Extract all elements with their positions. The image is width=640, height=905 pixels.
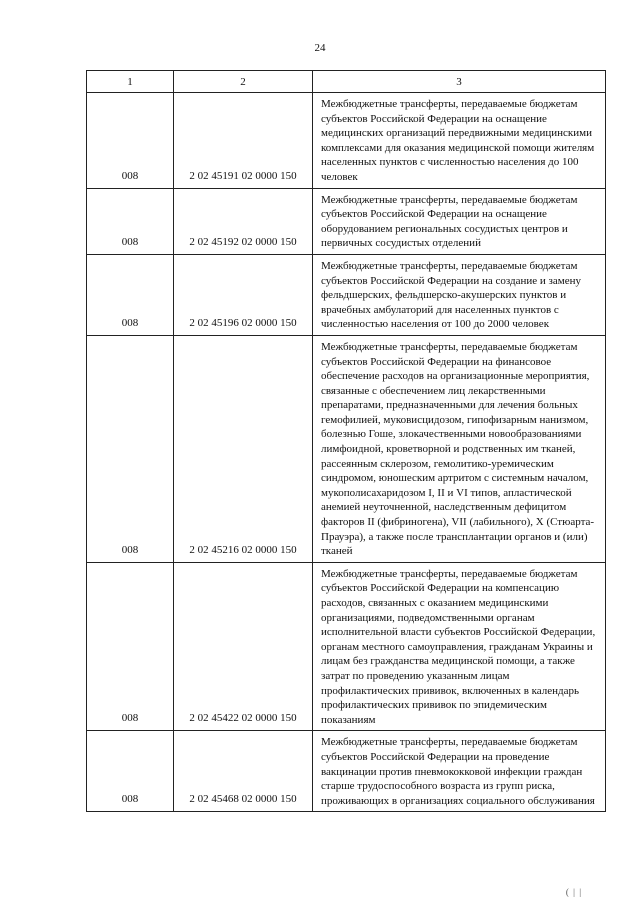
revenue-description-cell: Межбюджетные трансферты, передаваемые бюджетам субъектов Российской Федерации на оснащение оборудованием региональных сосудистых центров и первичных сосудистых отделений: [313, 188, 606, 254]
budget-classification-code-cell: 2 02 45191 02 0000 150: [174, 93, 313, 189]
header-col-1: 1: [87, 71, 174, 93]
table-row: [87, 188, 606, 254]
revenue-description-cell: Межбюджетные трансферты, передаваемые бюджетам субъектов Российской Федерации на финансовое обеспечение расходов на организационные мероприятия, связанные с обеспечением лиц лекарственными препаратами, предназначенными для лечения больных гемофилией, муковисцидозом, гипофизарным нанизмом, болезнью Гоше, злокачественными новообразованиями лимфоидной, кроветворной и родственных им тканей, рассеянным склерозом, гемолитико-уремическим синдромом, юношеским артритом с системным началом, мукополисахаридозом I, II и VI типов, апластической анемией неуточненной, наследственным дефицитом факторов II (фибриногена), VII (лабильного), X (Стюарта-Прауэра), а также после трансплантации органов и (или) тканей: [313, 335, 606, 562]
table-row: [87, 562, 606, 731]
budget-classification-code-cell: 2 02 45192 02 0000 150: [174, 188, 313, 254]
table-row: [87, 254, 606, 335]
budget-codes-table: [86, 70, 606, 812]
revenue-description-cell: Межбюджетные трансферты, передаваемые бюджетам субъектов Российской Федерации на оснащение медицинских организаций передвижными медицинскими комплексами для оказания медицинской помощи жителям населенных пунктов с численностью населения до 100 человек: [313, 93, 606, 189]
revenue-description-cell: Межбюджетные трансферты, передаваемые бюджетам субъектов Российской Федерации на компенсацию расходов, связанных с оказанием медицинскими организациями, подведомственными органам исполнительной власти субъектов Российской Федерации, органам местного самоуправления, гражданам Украины и лицам без гражданства медицинской помощи, а также затрат по проведению указанным лицам профилактических прививок, включенных в календарь профилактических прививок по эпидемическим показаниям: [313, 562, 606, 731]
admin-code-cell: 008: [87, 731, 174, 812]
table-row: [87, 335, 606, 562]
footer-mark: ( | |: [565, 887, 582, 897]
revenue-description-cell: Межбюджетные трансферты, передаваемые бюджетам субъектов Российской Федерации на проведение вакцинации против пневмококковой инфекции граждан старше трудоспособного возраста из групп риска, проживающих в организациях социального обслуживания: [313, 731, 606, 812]
budget-classification-code-cell: 2 02 45468 02 0000 150: [174, 731, 313, 812]
table-row: [87, 731, 606, 812]
budget-classification-code-cell: 2 02 45196 02 0000 150: [174, 254, 313, 335]
table-row: [87, 93, 606, 189]
admin-code-cell: 008: [87, 562, 174, 731]
header-col-2: 2: [174, 71, 313, 93]
header-col-3: 3: [313, 71, 606, 93]
admin-code-cell: 008: [87, 335, 174, 562]
admin-code-cell: 008: [87, 188, 174, 254]
table-header-row: [87, 71, 606, 93]
page-number: 24: [314, 42, 326, 54]
budget-classification-code-cell: 2 02 45216 02 0000 150: [174, 335, 313, 562]
budget-classification-code-cell: 2 02 45422 02 0000 150: [174, 562, 313, 731]
admin-code-cell: 008: [87, 254, 174, 335]
revenue-description-cell: Межбюджетные трансферты, передаваемые бюджетам субъектов Российской Федерации на создание и замену фельдшерских, фельдшерско-акушерских пунктов и врачебных амбулаторий для населенных пунктов с численностью населения от 100 до 2000 человек: [313, 254, 606, 335]
admin-code-cell: 008: [87, 93, 174, 189]
